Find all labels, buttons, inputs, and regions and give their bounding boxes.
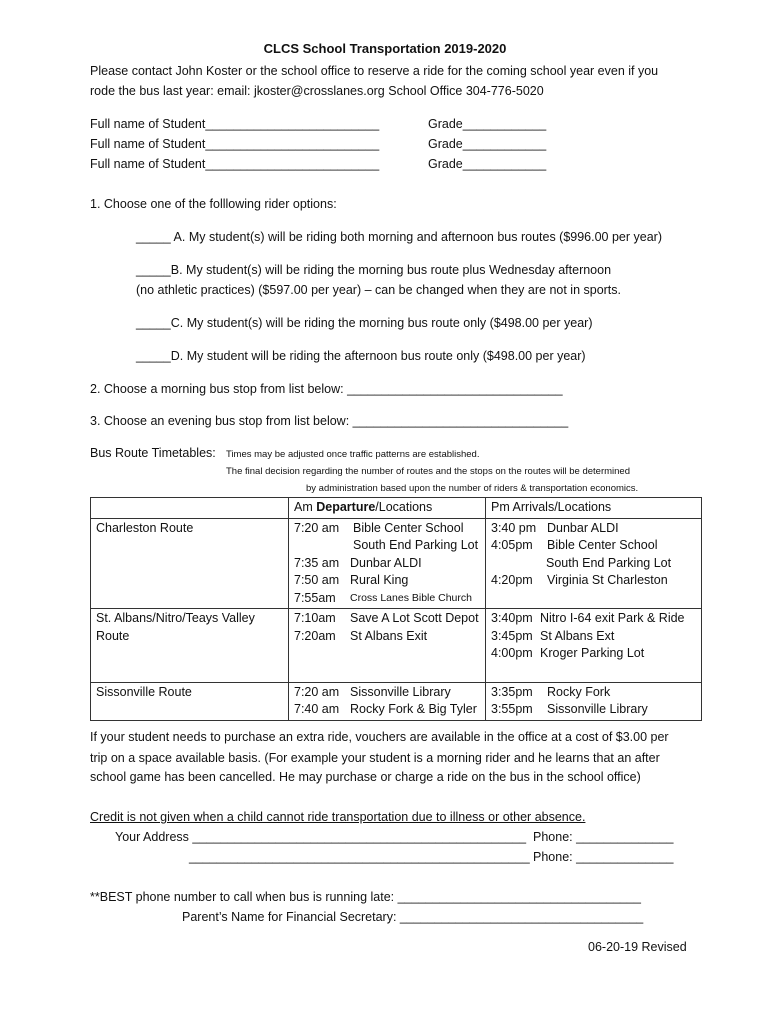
timetables-note-2: The final decision regarding the number of routes and the stops on the routes will be determined — [226, 466, 630, 477]
phone-field-2: Phone: ______________ — [533, 850, 674, 864]
table-header-row — [91, 498, 702, 519]
option-d: _____D. My student will be riding the afternoon bus route only ($498.00 per year) — [136, 349, 586, 363]
question-3: 3. Choose an evening bus stop from list below: _______________________________ — [90, 414, 569, 428]
student-grade-field-3: Grade____________ — [428, 157, 547, 171]
pm-stops: 3:40 pm Dunbar ALDI 4:05pm Bible Center School South End Parking Lot 4:20pm Virginia St Charleston — [486, 518, 702, 609]
timetables-note-3: by administration based upon the number of riders & transportation economics. — [306, 483, 639, 494]
am-stops: 7:20 am Sissonville Library 7:40 am Rocky Fork & Big Tyler — [289, 682, 486, 720]
option-c: _____C. My student(s) will be riding the morning bus route only ($498.00 per year) — [136, 316, 593, 330]
extra-ride-line-1: If your student needs to purchase an extra ride, vouchers are available in the office at a cost of $3.00 per — [90, 730, 669, 744]
route-name: Sissonville Route — [91, 682, 289, 720]
extra-ride-line-2: trip on a space available basis. (For example your student is a morning rider and he learns that an after — [90, 751, 660, 765]
student-grade-field-2: Grade____________ — [428, 137, 547, 151]
am-stops: 7:20 am Bible Center School South End Parking Lot 7:35 am Dunbar ALDI 7:50 am Rural King 7:55am Cross Lanes Bible Church — [289, 518, 486, 609]
route-name: St. Albans/Nitro/Teays Valley Route — [91, 609, 289, 683]
address-field: Your Address ________________________________________________ — [115, 830, 527, 844]
revision-date: 06-20-19 Revised — [588, 940, 687, 954]
parent-name-field: Parent’s Name for Financial Secretary: ___________________________________ — [182, 910, 644, 924]
table-row — [91, 609, 702, 683]
header-blank-cell — [91, 498, 289, 519]
student-grade-field-1: Grade____________ — [428, 117, 547, 131]
best-phone-field: **BEST phone number to call when bus is running late: ___________________________________ — [90, 890, 641, 904]
question-2: 2. Choose a morning bus stop from list below: _______________________________ — [90, 382, 563, 396]
student-name-field-3: Full name of Student_________________________ — [90, 157, 380, 171]
page-title: CLCS School Transportation 2019-2020 — [263, 41, 507, 56]
route-timetable — [90, 497, 702, 721]
intro-line-1: Please contact John Koster or the school office to reserve a ride for the coming school year even if you — [90, 64, 659, 78]
header-am: Am Departure/Locations — [289, 498, 486, 519]
route-name: Charleston Route — [91, 518, 289, 609]
am-stops: 7:10am Save A Lot Scott Depot 7:20am St Albans Exit — [289, 609, 486, 683]
option-b-line-2: (no athletic practices) ($597.00 per year) – can be changed when they are not in sports. — [136, 283, 622, 297]
option-a: _____ A. My student(s) will be riding both morning and afternoon bus routes ($996.00 per year) — [136, 230, 663, 244]
student-name-field-1: Full name of Student_________________________ — [90, 117, 380, 131]
pm-stops: 3:40pm Nitro I-64 exit Park & Ride 3:45pm St Albans Ext 4:00pm Kroger Parking Lot — [486, 609, 702, 683]
header-pm: Pm Arrivals/Locations — [486, 498, 702, 519]
timetables-note-1: Times may be adjusted once traffic patterns are established. — [226, 449, 480, 460]
table-row — [91, 518, 702, 609]
phone-field-1: Phone: ______________ — [533, 830, 674, 844]
question-1: 1. Choose one of the folllowing rider options: — [90, 197, 337, 211]
table-row — [91, 682, 702, 720]
timetables-label: Bus Route Timetables: — [90, 446, 216, 460]
intro-line-2: rode the bus last year: email: jkoster@crosslanes.org School Office 304-776-5020 — [90, 84, 544, 98]
extra-ride-line-3: school game has been cancelled. He may purchase or charge a ride on the bus in the school office) — [90, 770, 641, 784]
pm-stops: 3:35pm Rocky Fork 3:55pm Sissonville Library — [486, 682, 702, 720]
student-name-field-2: Full name of Student_________________________ — [90, 137, 380, 151]
address-field-line-2: _________________________________________________ — [189, 850, 530, 864]
credit-notice: Credit is not given when a child cannot ride transportation due to illness or other absence. — [90, 810, 586, 824]
option-b-line-1: _____B. My student(s) will be riding the morning bus route plus Wednesday afternoon — [136, 263, 612, 277]
